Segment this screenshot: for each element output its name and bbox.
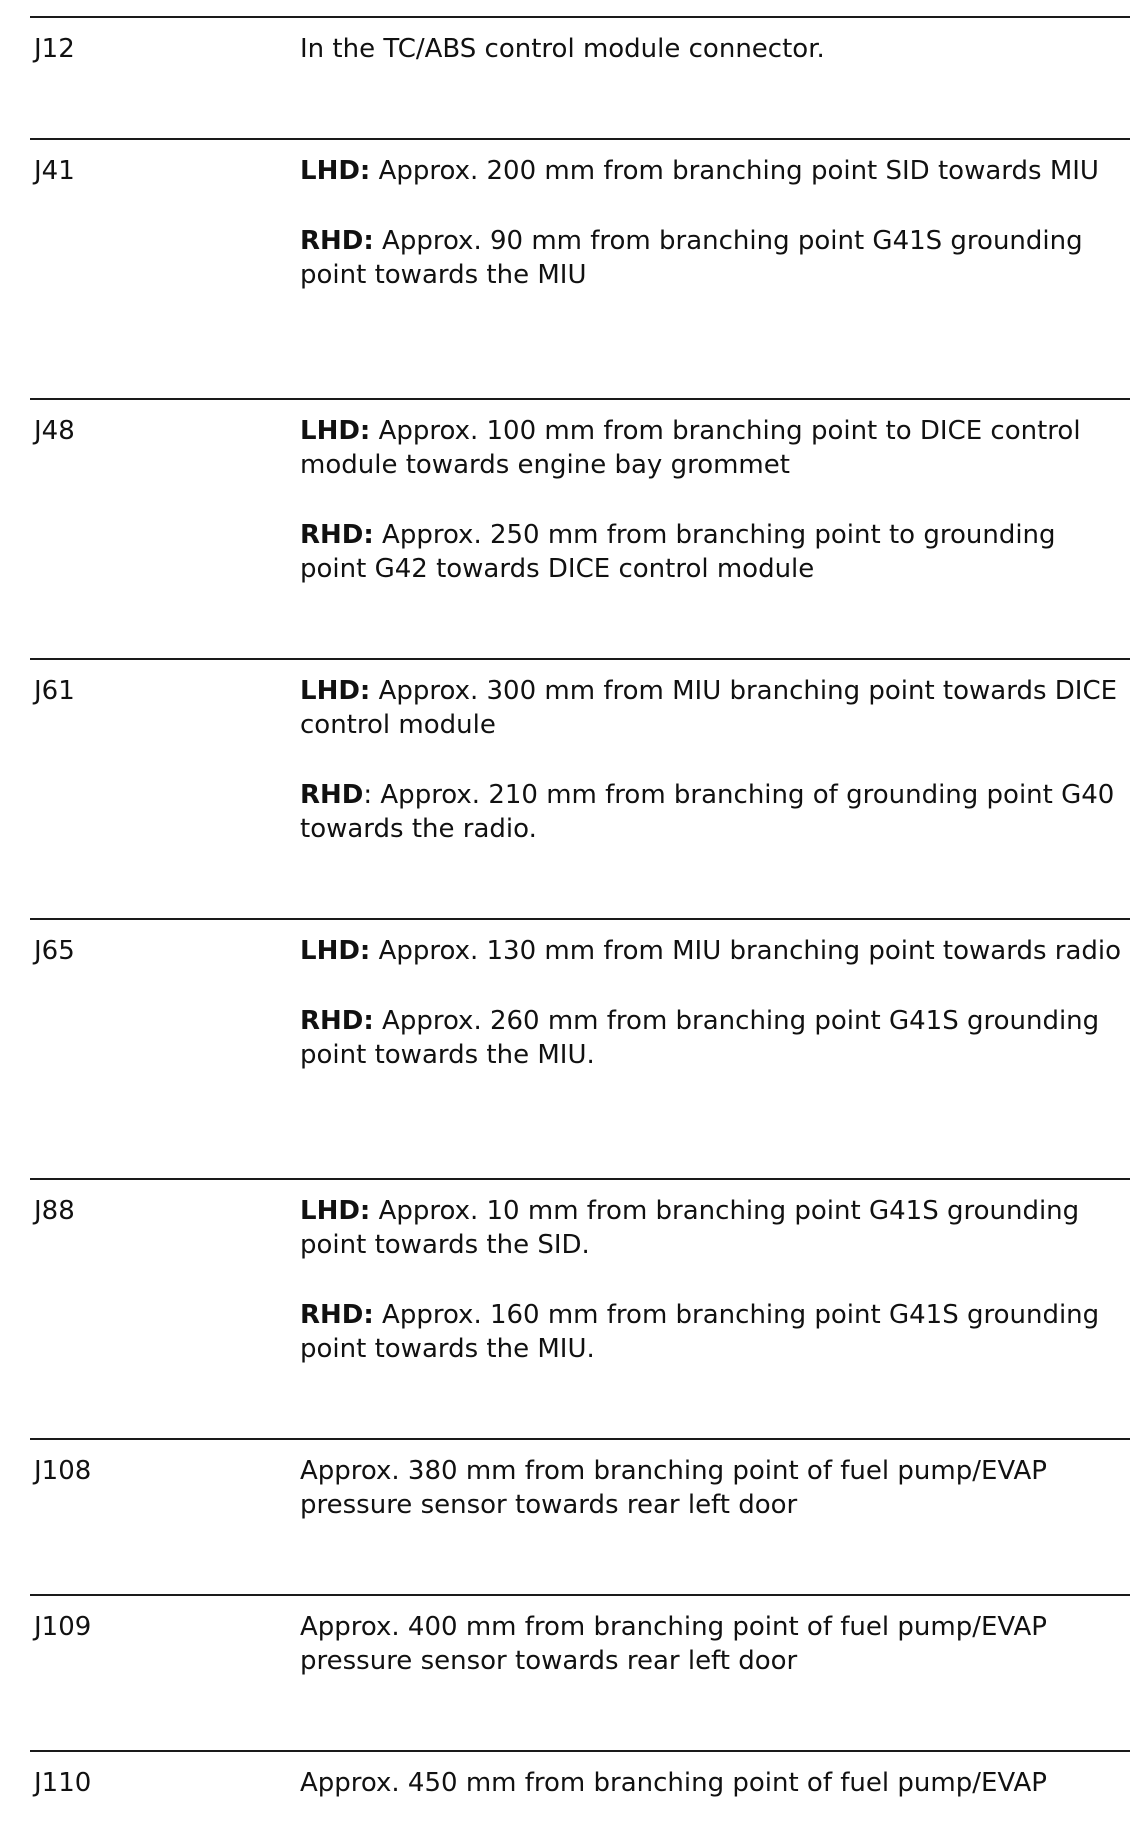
description-text: Approx. 200 mm from branching point SID towards MIU (378, 156, 1099, 186)
description-text: Approx. 100 mm from branching point to DICE control module towards engine bay grommet (300, 416, 1081, 480)
description-text: Approx. 380 mm from branching point of fuel pump/EVAP pressure sensor towards rear left door (300, 1456, 1047, 1520)
location-description (300, 1194, 1130, 1366)
table-row (30, 658, 1130, 918)
lhd-label: LHD: (300, 676, 371, 706)
description-paragraph (300, 154, 1130, 188)
splice-id: J65 (34, 936, 75, 966)
splice-id: J61 (34, 676, 75, 706)
description-paragraph (300, 1298, 1130, 1366)
rhd-label: RHD: (300, 226, 374, 256)
location-description (300, 32, 1130, 66)
description-text: In the TC/ABS control module connector. (300, 34, 825, 64)
description-paragraph (300, 224, 1130, 292)
description-paragraph (300, 1194, 1130, 1262)
description-paragraph (300, 1454, 1130, 1522)
rhd-label: RHD: (300, 1300, 374, 1330)
description-text: Approx. 450 mm from branching point of fuel pump/EVAP (300, 1768, 1047, 1798)
description-text: Approx. 250 mm from branching point to grounding point G42 towards DICE control module (300, 520, 1056, 584)
splice-id: J110 (34, 1768, 92, 1798)
table-row (30, 1594, 1130, 1750)
description-text: : Approx. 210 mm from branching of grounding point G40 towards the radio. (300, 780, 1115, 844)
location-description (300, 1454, 1130, 1522)
table-row (30, 918, 1130, 1178)
description-paragraph (300, 934, 1130, 968)
description-text: Approx. 130 mm from MIU branching point towards radio (378, 936, 1122, 966)
location-description (300, 154, 1130, 292)
splice-id: J12 (34, 34, 75, 64)
table-row (30, 1438, 1130, 1594)
lhd-label: LHD: (300, 156, 371, 186)
table-row (30, 16, 1130, 138)
description-paragraph (300, 778, 1130, 846)
rhd-label: RHD: (300, 1006, 374, 1036)
table-row (30, 1750, 1130, 1840)
description-paragraph (300, 1004, 1130, 1072)
description-paragraph (300, 414, 1130, 482)
table-row (30, 138, 1130, 398)
description-text: Approx. 300 mm from MIU branching point towards DICE control module (300, 676, 1118, 740)
location-description (300, 674, 1130, 846)
description-text: Approx. 260 mm from branching point G41S grounding point towards the MIU. (300, 1006, 1100, 1070)
table-row (30, 398, 1130, 658)
description-paragraph (300, 518, 1130, 586)
rhd-label: RHD: (300, 520, 374, 550)
lhd-label: LHD: (300, 936, 371, 966)
location-description (300, 414, 1130, 586)
lhd-label: LHD: (300, 1196, 371, 1226)
description-text: Approx. 160 mm from branching point G41S grounding point towards the MIU. (300, 1300, 1100, 1364)
description-text: Approx. 10 mm from branching point G41S grounding point towards the SID. (300, 1196, 1080, 1260)
splice-location-table (30, 16, 1130, 1840)
location-description (300, 1766, 1130, 1800)
splice-id: J108 (34, 1456, 92, 1486)
splice-id: J48 (34, 416, 75, 446)
location-description (300, 1610, 1130, 1678)
description-paragraph (300, 1766, 1130, 1800)
rhd-label: RHD (300, 780, 364, 810)
description-text: Approx. 400 mm from branching point of fuel pump/EVAP pressure sensor towards rear left door (300, 1612, 1047, 1676)
description-text: Approx. 90 mm from branching point G41S grounding point towards the MIU (300, 226, 1083, 290)
lhd-label: LHD: (300, 416, 371, 446)
description-paragraph (300, 32, 1130, 66)
description-paragraph (300, 674, 1130, 742)
splice-id: J88 (34, 1196, 75, 1226)
splice-id: J41 (34, 156, 75, 186)
splice-id: J109 (34, 1612, 92, 1642)
table-row (30, 1178, 1130, 1438)
description-paragraph (300, 1610, 1130, 1678)
location-description (300, 934, 1130, 1072)
